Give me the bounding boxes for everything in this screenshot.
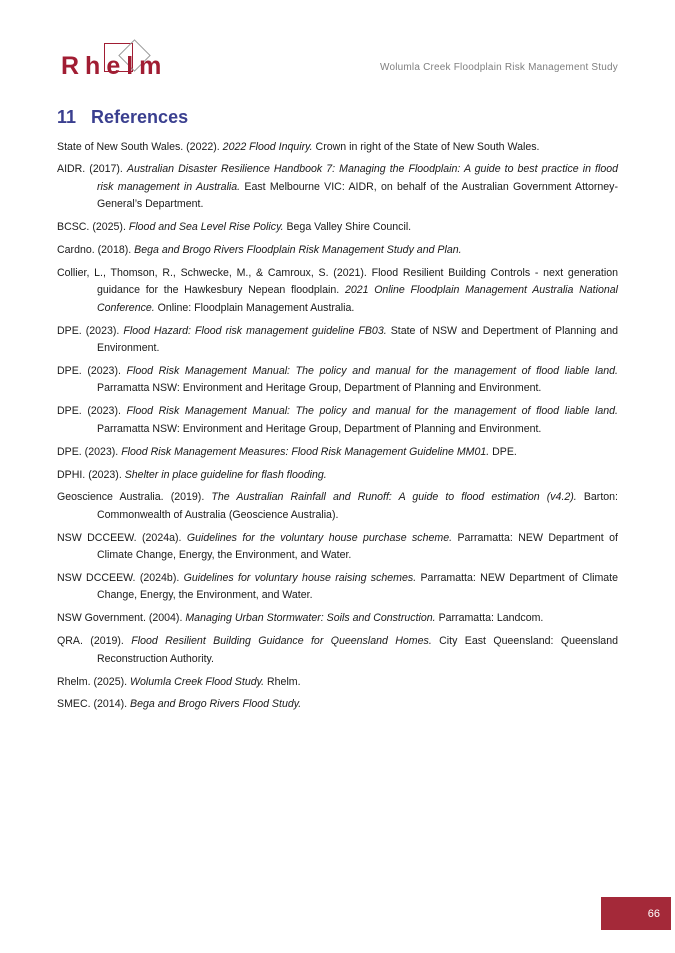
reference-text: Online: Floodplain Management Australia. (154, 301, 355, 314)
reference-title-italic: 2022 Flood Inquiry. (222, 140, 313, 153)
reference-text: SMEC. (2014). (57, 698, 131, 711)
reference-text: QRA. (2019). (57, 635, 132, 648)
reference-item (57, 363, 618, 398)
logo-text: Rhelm (61, 52, 168, 80)
reference-text: State of New South Wales. (2022). (57, 140, 223, 153)
reference-text: Geoscience Australia. (2019). (57, 491, 212, 504)
reference-item (57, 674, 618, 691)
reference-text: AIDR. (2017). (57, 163, 127, 176)
reference-title-italic: Wolumla Creek Flood Study. (130, 675, 265, 688)
reference-title-italic: Bega and Brogo Rivers Flood Study. (130, 698, 302, 711)
reference-text: NSW DCCEEW. (2024a). (57, 531, 187, 544)
reference-title-italic: Guidelines for voluntary house raising schemes. (183, 572, 417, 585)
reference-text: Barton: Commonwealth of Australia (Geoscience Australia). (97, 491, 618, 521)
reference-text: NSW DCCEEW. (2024b). (57, 572, 184, 585)
reference-title-italic: Australian Disaster Resilience Handbook 7: Managing the Floodplain: A guide to best practice in flood risk management in Australia. (97, 163, 618, 193)
reference-text: Bega Valley Shire Council. (283, 221, 412, 234)
reference-title-italic: Flood Hazard: Flood risk management guideline FB03. (123, 324, 387, 337)
reference-item (57, 265, 618, 317)
reference-list (57, 139, 618, 714)
reference-item (57, 139, 618, 156)
reference-text: Parramatta: NEW Department of Climate Change, Energy, the Environment, and Water. (97, 572, 619, 602)
reference-text: East Melbourne VIC: AIDR, on behalf of the Australian Government Attorney-General’s Department. (97, 180, 618, 211)
reference-item (57, 489, 618, 524)
reference-text: DPE. (2023). (57, 364, 127, 377)
reference-title-italic: Flood and Sea Level Rise Policy. (128, 221, 284, 234)
section-title: References (91, 107, 189, 127)
reference-text: Crown in right of the State of New South Wales. (312, 140, 540, 153)
section-heading (57, 106, 618, 129)
reference-title-italic: Guidelines for the voluntary house purchase scheme. (186, 531, 453, 544)
reference-text: DPHI. (2023). (57, 468, 125, 481)
reference-text: Parramatta: NEW Department of Climate Change, Energy, the Environment, and Water. (97, 531, 619, 562)
reference-item (57, 161, 618, 213)
reference-item (57, 323, 618, 358)
reference-title-italic: Bega and Brogo Rivers Floodplain Risk Management Study and Plan. (134, 244, 462, 257)
reference-text: Collier, L., Thomson, R., Schwecke, M., & Camroux, S. (2021). Flood Resilient Building Controls - next generation guidance for the Hawkesbury Nepean floodplain. (57, 266, 618, 297)
reference-text: NSW Government. (2004). (57, 612, 186, 625)
reference-title-italic: Flood Risk Management Manual: The policy and manual for the management of flood liable land. (126, 405, 618, 418)
reference-title-italic: Managing Urban Stormwater: Soils and Construction. (185, 612, 436, 625)
reference-item (57, 570, 618, 605)
reference-item (57, 633, 618, 668)
rhelm-logo (57, 40, 187, 88)
reference-title-italic: Flood Risk Management Manual: The policy and manual for the management of flood liable land. (126, 364, 618, 377)
reference-text: DPE. (2023). (57, 324, 124, 337)
page-body (57, 106, 618, 719)
reference-text: City East Queensland: Queensland Reconstruction Authority. (97, 635, 618, 665)
reference-text: DPE. (2023). (57, 405, 127, 418)
reference-item (57, 530, 618, 565)
reference-title-italic: Flood Resilient Building Guidance for Queensland Homes. (131, 635, 432, 648)
reference-item (57, 219, 618, 236)
reference-text: State of NSW and Depertment of Planning and Environment. (97, 324, 618, 355)
page-number: 66 (647, 907, 660, 920)
reference-title-italic: The Australian Rainfall and Runoff: A guide to flood estimation (v4.2). (211, 491, 577, 504)
page-number-badge (601, 897, 671, 930)
reference-item (57, 467, 618, 484)
reference-text: Parramatta NSW: Environment and Heritage Group, Department of Planning and Environment. (97, 382, 542, 395)
reference-text: Cardno. (2018). (57, 244, 135, 257)
reference-item (57, 696, 618, 713)
section-number: 11 (57, 107, 77, 127)
reference-item (57, 242, 618, 259)
reference-title-italic: Flood Risk Management Measures: Flood Risk Management Guideline MM01. (121, 445, 490, 458)
reference-title-italic: Shelter in place guideline for flash flooding. (124, 468, 327, 481)
reference-text: BCSC. (2025). (57, 221, 129, 234)
reference-text: DPE. (2023). (57, 445, 122, 458)
reference-item (57, 610, 618, 627)
running-header-title: Wolumla Creek Floodplain Risk Management Study (379, 62, 618, 73)
reference-item (57, 444, 618, 461)
reference-title-italic: 2021 Online Floodplain Management Australia National Conference. (97, 284, 618, 314)
reference-text: Rhelm. (2025). (57, 675, 131, 688)
reference-item (57, 403, 618, 438)
reference-text: DPE. (489, 445, 517, 458)
reference-text: Rhelm. (264, 675, 301, 688)
reference-text: Parramatta NSW: Environment and Heritage Group, Department of Planning and Environment. (97, 422, 542, 435)
reference-text: Parramatta: Landcom. (435, 612, 544, 625)
